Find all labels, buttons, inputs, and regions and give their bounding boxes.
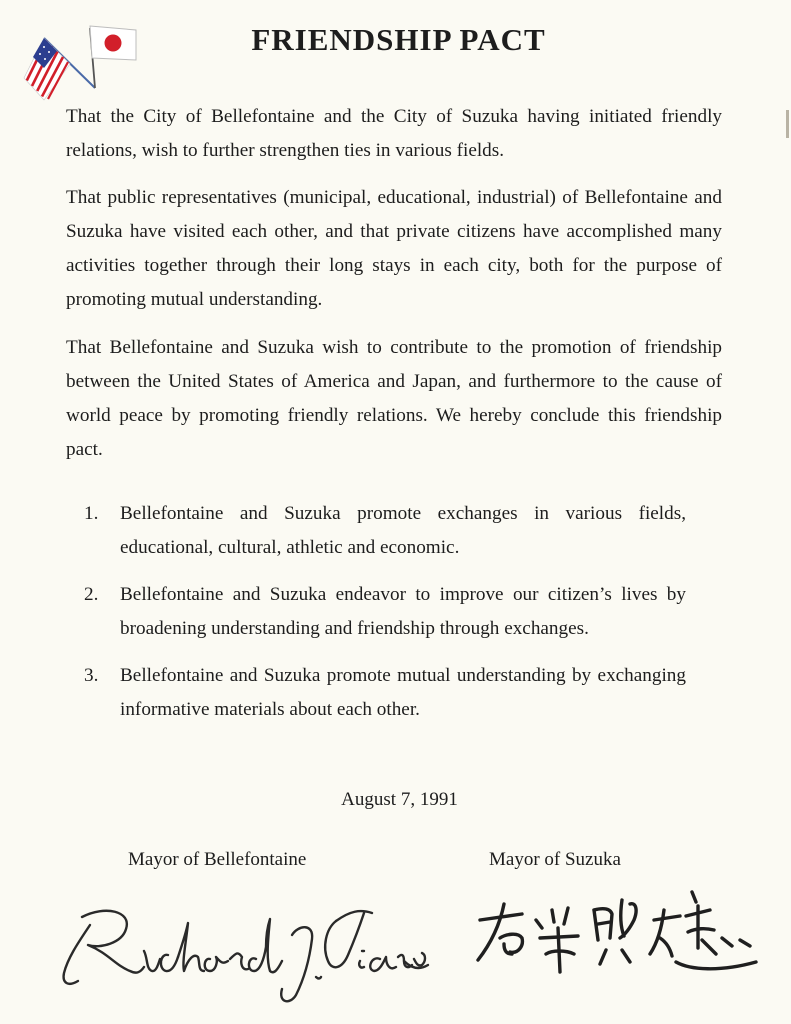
mayor-bellefontaine-label: Mayor of Bellefontaine	[128, 849, 307, 870]
list-item	[84, 659, 686, 727]
mayor-suzuka-label: Mayor of Suzuka	[489, 849, 621, 870]
article-text: Bellefontaine and Suzuka promote exchanges in various fields, educational, cultural, athletic and economic.	[120, 503, 686, 558]
scan-margin-mark	[786, 110, 789, 138]
signature-suzuka-mayor	[470, 880, 770, 995]
list-item	[84, 578, 686, 646]
preamble-paragraph: That the City of Bellefontaine and the City of Suzuka having initiated friendly relations, wish to further strengthen ties in various fields.	[66, 106, 722, 161]
signing-date: August 7, 1991	[341, 789, 458, 810]
preamble-paragraph: That public representatives (municipal, educational, industrial) of Bellefontaine and Suzuka have visited each other, and that private citizens have accomplished many activities together through their long stays in each city, both for the purpose of promoting mutual understanding.	[66, 187, 722, 310]
document-title: FRIENDSHIP PACT	[251, 22, 546, 57]
articles-list	[84, 497, 686, 727]
article-number: 1.	[84, 503, 99, 524]
article-number: 3.	[84, 665, 99, 686]
article-text: Bellefontaine and Suzuka endeavor to improve our citizen’s lives by broadening understanding and friendship through exchanges.	[120, 584, 686, 639]
article-number: 2.	[84, 584, 99, 605]
signature-bellefontaine-mayor	[60, 895, 430, 1010]
preamble-paragraph: That Bellefontaine and Suzuka wish to contribute to the promotion of friendship between the United States of America and Japan, and furthermore to the cause of world peace by promoting friendly relations. We hereby conclude this friendship pact.	[66, 337, 722, 460]
article-text: Bellefontaine and Suzuka promote mutual understanding by exchanging informative materials about each other.	[120, 665, 686, 720]
list-item	[84, 497, 686, 565]
